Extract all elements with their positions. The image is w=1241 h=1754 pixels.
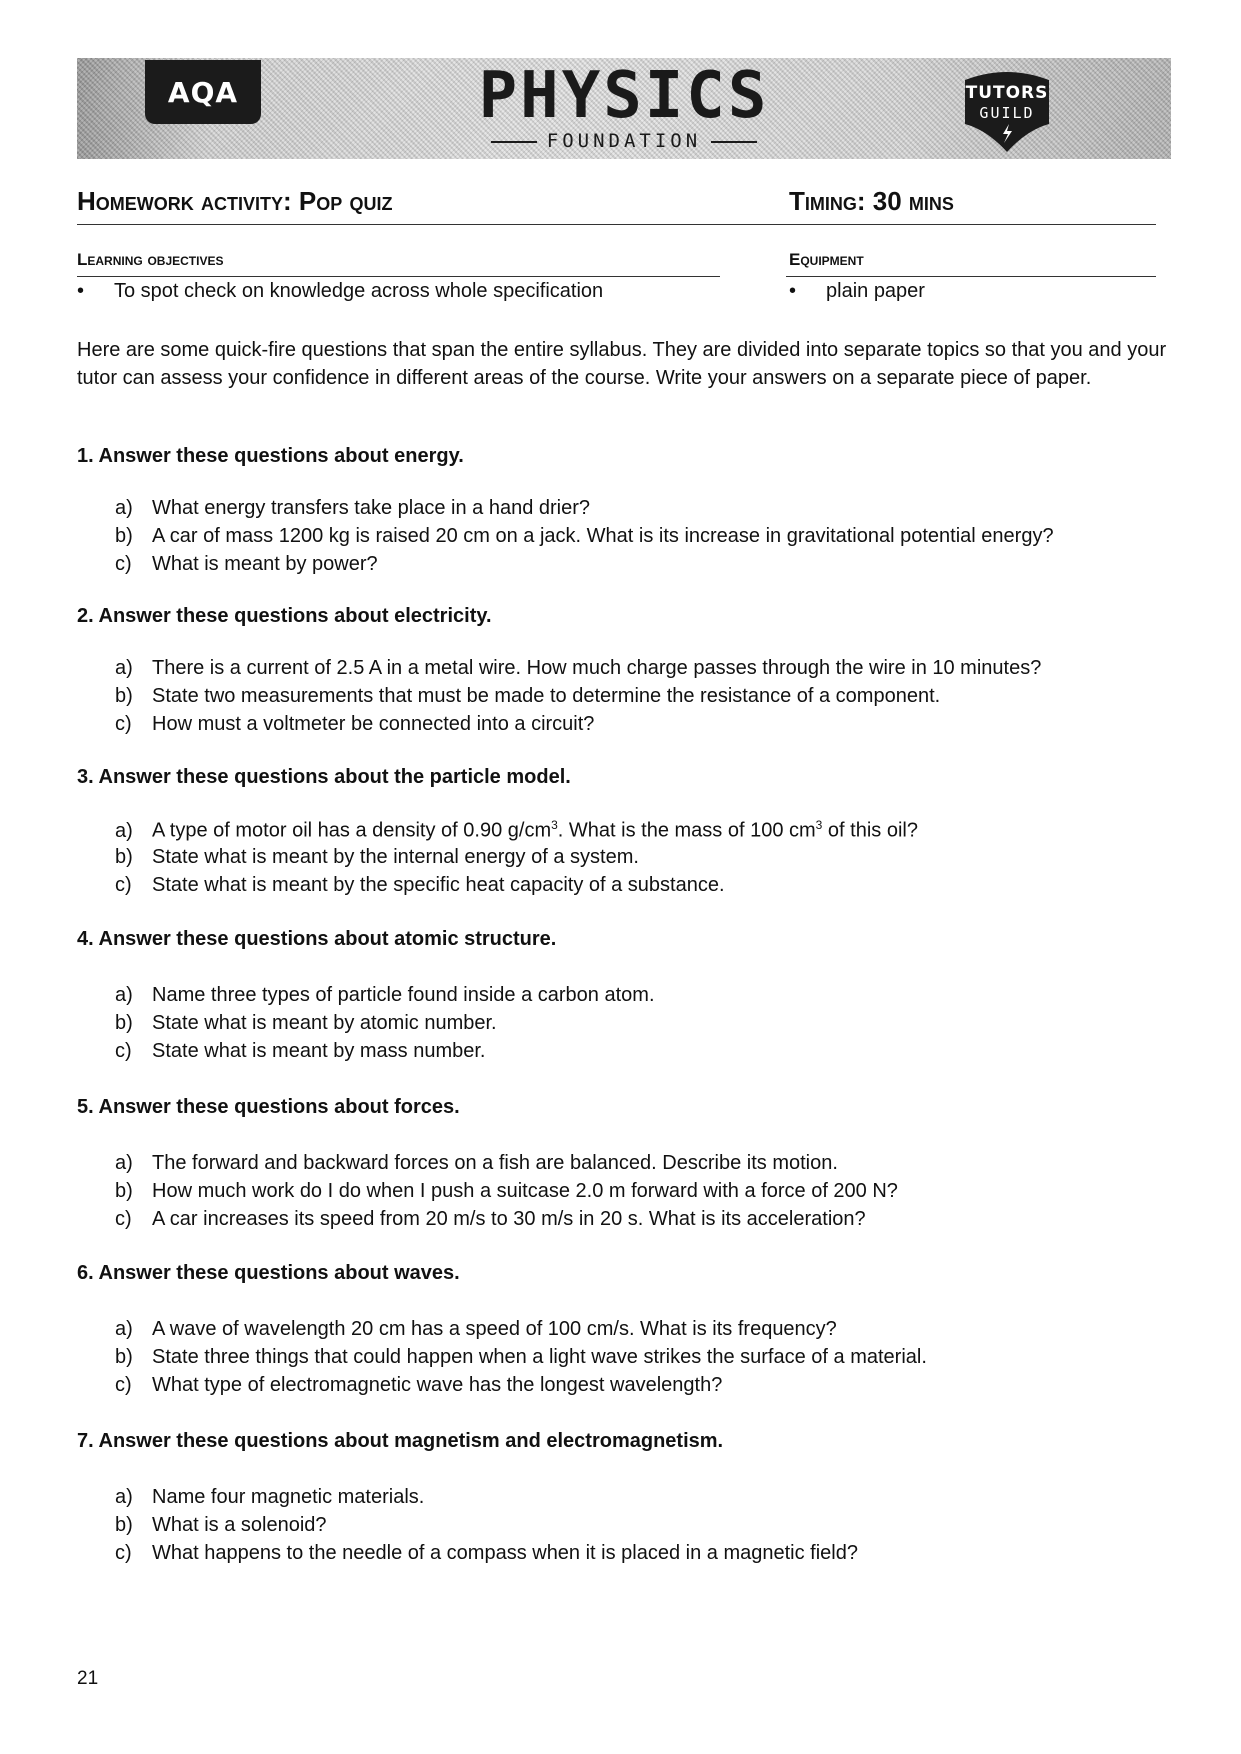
question-item bbox=[115, 1012, 497, 1035]
header-divider bbox=[77, 224, 1156, 225]
question-label: c) bbox=[115, 713, 132, 735]
question-item bbox=[115, 553, 378, 576]
section-heading-electricity: 2. Answer these questions about electricity. bbox=[77, 605, 492, 627]
question-item bbox=[115, 1318, 837, 1341]
question-label: b) bbox=[115, 525, 133, 547]
objectives-divider bbox=[77, 276, 720, 277]
question-item bbox=[115, 1346, 927, 1369]
question-item bbox=[115, 1514, 327, 1537]
question-label: b) bbox=[115, 685, 133, 707]
question-label: b) bbox=[115, 846, 133, 868]
tutors-guild-line1: TUTORS bbox=[965, 83, 1049, 103]
superscript: 3 bbox=[815, 818, 823, 832]
question-label: b) bbox=[115, 1514, 133, 1536]
question-label: b) bbox=[115, 1346, 133, 1368]
question-text: What is a solenoid? bbox=[152, 1514, 327, 1536]
question-text-part: A type of motor oil has a density of 0.90 g/cm bbox=[152, 819, 552, 842]
question-text: There is a current of 2.5 A in a metal wire. How much charge passes through the wire in 10 minutes? bbox=[152, 657, 1042, 679]
bullet-marker: • bbox=[77, 280, 85, 302]
question-label: c) bbox=[115, 553, 132, 575]
section-heading-atomic-structure: 4. Answer these questions about atomic structure. bbox=[77, 928, 557, 950]
question-item bbox=[115, 1152, 838, 1175]
question-text-part: . What is the mass of 100 cm bbox=[557, 819, 816, 842]
question-label: a) bbox=[115, 1318, 133, 1340]
question-label: a) bbox=[115, 657, 133, 679]
question-text: State two measurements that must be made to determine the resistance of a component. bbox=[152, 685, 941, 707]
question-text: State what is meant by atomic number. bbox=[152, 1012, 497, 1034]
question-item bbox=[115, 846, 639, 869]
page-number: 21 bbox=[77, 1668, 99, 1689]
question-item bbox=[115, 1542, 858, 1565]
question-text: What happens to the needle of a compass when it is placed in a magnetic field? bbox=[152, 1542, 858, 1564]
question-item bbox=[115, 874, 725, 897]
question-item bbox=[115, 657, 1041, 680]
question-text: How must a voltmeter be connected into a circuit? bbox=[152, 713, 595, 735]
question-text: How much work do I do when I push a suitcase 2.0 m forward with a force of 200 N? bbox=[152, 1180, 898, 1202]
question-text-part: of this oil? bbox=[822, 819, 918, 842]
question-label: a) bbox=[115, 497, 133, 519]
question-text: A wave of wavelength 20 cm has a speed of 100 cm/s. What is its frequency? bbox=[152, 1318, 837, 1340]
question-label: b) bbox=[115, 1012, 133, 1034]
question-text: Name three types of particle found inside a carbon atom. bbox=[152, 984, 655, 1006]
header-banner bbox=[77, 58, 1171, 159]
question-text: What is meant by power? bbox=[152, 553, 378, 575]
equipment-divider bbox=[786, 276, 1156, 277]
section-heading-waves: 6. Answer these questions about waves. bbox=[77, 1262, 460, 1284]
section-heading-energy: 1. Answer these questions about energy. bbox=[77, 445, 464, 467]
bullet-marker: • bbox=[789, 280, 797, 302]
question-label: c) bbox=[115, 874, 132, 896]
question-item bbox=[115, 685, 940, 708]
question-text: A car increases its speed from 20 m/s to 30 m/s in 20 s. What is its acceleration? bbox=[152, 1208, 866, 1230]
question-label: c) bbox=[115, 1542, 132, 1564]
question-item bbox=[115, 525, 1054, 548]
question-text: State what is meant by mass number. bbox=[152, 1040, 486, 1062]
question-text: A car of mass 1200 kg is raised 20 cm on a jack. What is its increase in gravitational potential energy? bbox=[152, 525, 1054, 547]
learning-objectives-heading: Learning objectives bbox=[77, 250, 224, 269]
question-text: What type of electromagnetic wave has the longest wavelength? bbox=[152, 1374, 723, 1396]
equipment-heading: Equipment bbox=[789, 250, 864, 269]
section-heading-particle-model: 3. Answer these questions about the particle model. bbox=[77, 766, 571, 788]
question-label: b) bbox=[115, 1180, 133, 1202]
section-heading-forces: 5. Answer these questions about forces. bbox=[77, 1096, 460, 1118]
question-text: Name four magnetic materials. bbox=[152, 1486, 425, 1508]
question-label: a) bbox=[115, 819, 133, 842]
question-label: c) bbox=[115, 1040, 132, 1062]
subtitle-rule-left bbox=[491, 141, 537, 143]
question-text: State three things that could happen when a light wave strikes the surface of a material. bbox=[152, 1346, 927, 1368]
objective-text: To spot check on knowledge across whole specification bbox=[114, 280, 604, 302]
tutors-guild-line2: GUILD bbox=[979, 104, 1035, 122]
question-label: c) bbox=[115, 1374, 132, 1396]
subtitle-rule-right bbox=[711, 141, 757, 143]
question-item bbox=[115, 713, 594, 736]
question-label: a) bbox=[115, 1486, 133, 1508]
question-item bbox=[115, 1374, 722, 1397]
question-text: State what is meant by the internal energy of a system. bbox=[152, 846, 639, 868]
question-item bbox=[115, 497, 590, 520]
question-text: The forward and backward forces on a fish are balanced. Describe its motion. bbox=[152, 1152, 838, 1174]
activity-title: Homework activity: Pop quiz bbox=[77, 186, 393, 216]
equipment-text: plain paper bbox=[826, 280, 925, 302]
timing-label: Timing: 30 mins bbox=[789, 186, 954, 216]
superscript: 3 bbox=[551, 818, 558, 832]
question-text: State what is meant by the specific heat capacity of a substance. bbox=[152, 874, 725, 896]
question-item bbox=[115, 1208, 866, 1231]
question-label: a) bbox=[115, 984, 133, 1006]
section-heading-magnetism: 7. Answer these questions about magnetism and electromagnetism. bbox=[77, 1430, 724, 1452]
question-item bbox=[115, 1486, 424, 1509]
question-item bbox=[115, 984, 655, 1007]
tutors-guild-logo bbox=[957, 66, 1057, 154]
intro-paragraph: Here are some quick-fire questions that span the entire syllabus. They are divided into separate topics so that you and your tutor can assess your confidence in different areas of the course. Write your answers on a separate piece of paper. bbox=[77, 339, 1167, 389]
question-label: c) bbox=[115, 1208, 132, 1230]
subtitle-text: FOUNDATION bbox=[546, 130, 702, 152]
question-item bbox=[115, 1040, 486, 1063]
aqa-logo: AQA bbox=[145, 60, 261, 124]
question-label: a) bbox=[115, 1152, 133, 1174]
question-item bbox=[115, 1180, 898, 1203]
question-item bbox=[115, 818, 918, 843]
subject-title: PHYSICS bbox=[478, 59, 770, 133]
question-text: What energy transfers take place in a hand drier? bbox=[152, 497, 591, 519]
